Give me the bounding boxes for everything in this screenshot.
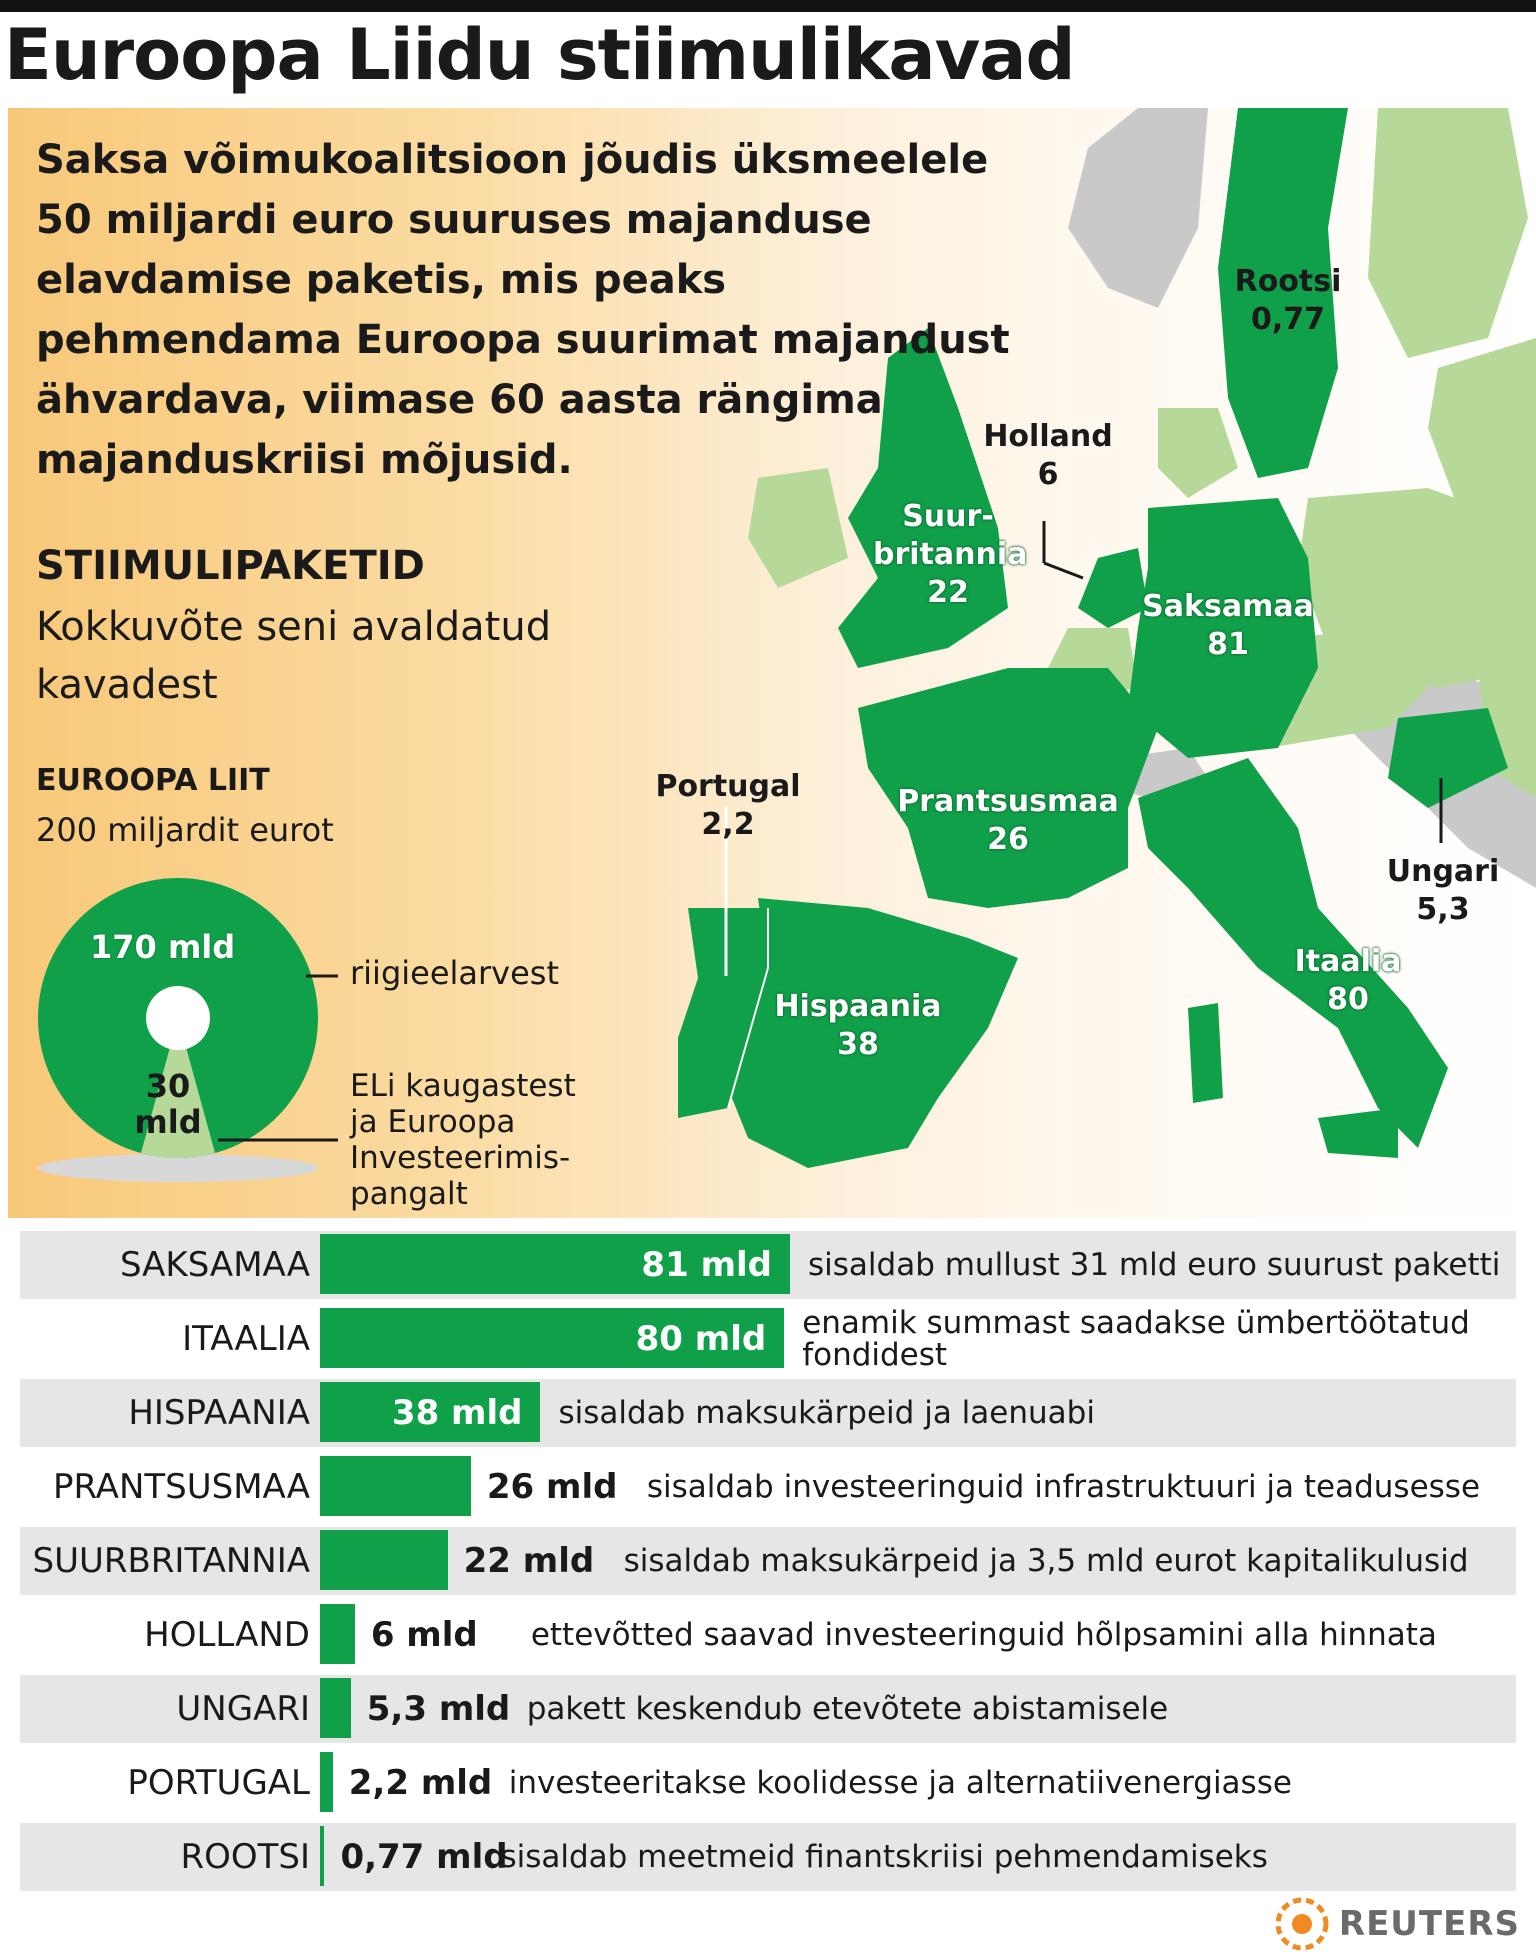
bar-category-label: HOLLAND	[144, 1615, 310, 1655]
table-row	[20, 1820, 1516, 1894]
eu-slice-desc-30: ELi kaugastest ja Euroopa Investeerimis-pangalt	[350, 1068, 576, 1212]
bar-category-label: PORTUGAL	[127, 1763, 310, 1803]
map-label-rootsi: Rootsi 0,77	[1234, 264, 1342, 337]
norway-land	[1068, 108, 1208, 308]
source-logo	[1275, 1897, 1520, 1951]
bar	[320, 1826, 324, 1886]
holland-leader-2	[1044, 563, 1083, 578]
map-label-ungari: Ungari 5,3	[1386, 854, 1500, 927]
bar-note: investeeritakse koolidesse ja alternatiivenergiasse	[508, 1765, 1292, 1801]
sardinia-land	[1188, 1003, 1223, 1103]
eu-pie-hole	[146, 986, 210, 1050]
bar-category-label: HISPAANIA	[128, 1393, 310, 1433]
map-label-holland: Holland 6	[983, 419, 1113, 492]
bar	[320, 1678, 351, 1738]
bar-category-label: ITAALIA	[182, 1319, 310, 1359]
bar-value-label: 38 mld	[391, 1393, 523, 1433]
map-label-suurbritannia: Suur-britannia 22	[873, 499, 1028, 610]
top-rule	[0, 0, 1536, 12]
eu-slice-label-170: 170 mld	[90, 928, 236, 966]
map-label-itaalia: Itaalia 80	[1294, 944, 1402, 1017]
table-row	[20, 1746, 1516, 1820]
bar-category-label: PRANTSUSMAA	[52, 1467, 310, 1507]
eu-slice-label-30: 30 mld	[134, 1067, 202, 1141]
eu-total: 200 miljardit eurot	[36, 811, 334, 849]
bar	[320, 1752, 333, 1812]
bar-note: pakett keskendub etevõtete abistamisele	[526, 1691, 1169, 1727]
bar	[320, 1456, 471, 1516]
bar-value-label: 0,77 mld	[340, 1837, 508, 1877]
eu-heading: EUROOPA LIIT	[36, 763, 270, 798]
bar	[320, 1604, 355, 1664]
bar-note: sisaldab investeeringuid infrastruktuuri ja teadusesse	[646, 1469, 1481, 1505]
eu-slice-desc-170: riigieelarvest	[350, 954, 560, 992]
map-label-portugal: Portugal 2,2	[655, 769, 801, 842]
table-row	[20, 1598, 1516, 1672]
bar-note: sisaldab mullust 31 mld euro suurust paketti	[808, 1247, 1501, 1283]
table-row	[20, 1376, 1516, 1450]
bar-note: enamik summast saadakse ümbertöötatud fondidest	[802, 1305, 1470, 1373]
stimulus-subheading: Kokkuvõte seni avaldatud kavadest	[36, 604, 552, 708]
page-title: Euroopa Liidu stiimulikavad	[4, 14, 1075, 96]
map-panel	[8, 108, 1536, 1218]
bar-value-label: 80 mld	[635, 1319, 767, 1359]
table-row	[20, 1450, 1516, 1524]
finland-land	[1368, 108, 1528, 358]
bar-value-label: 81 mld	[641, 1245, 772, 1285]
stimulus-bar-chart	[20, 1228, 1516, 1894]
bar-category-label: ROOTSI	[180, 1837, 310, 1877]
table-row	[20, 1524, 1516, 1598]
bar	[320, 1530, 448, 1590]
eu-pie-shadow	[38, 1154, 318, 1182]
sicily-land	[1318, 1108, 1398, 1158]
bar-value-label: 2,2 mld	[348, 1763, 493, 1803]
bar-note: sisaldab meetmeid finantskriisi pehmendamiseks	[500, 1839, 1268, 1875]
bar-note: sisaldab maksukärpeid ja laenuabi	[558, 1395, 1095, 1431]
bar-note: sisaldab maksukärpeid ja 3,5 mld eurot kapitalikulusid	[623, 1543, 1469, 1579]
bar-category-label: UNGARI	[176, 1689, 310, 1729]
map-label-hispaania: Hispaania 38	[774, 989, 942, 1062]
bar-value-label: 5,3 mld	[366, 1689, 511, 1729]
bar-category-label: SUURBRITANNIA	[32, 1541, 310, 1581]
bar-value-label: 26 mld	[486, 1467, 618, 1507]
table-row	[20, 1228, 1516, 1302]
intro-text: Saksa võimukoalitsioon jõudis üksmeelele 50 miljardi euro suuruses majanduse elavdamise paketis, mis peaks pehmendama Euroopa suurimat majandust ähvardava, viimase 60 aasta rängima majanduskriisi mõjusid.	[36, 137, 1010, 483]
bar-note: ettevõtted saavad investeeringuid hõlpsamini alla hinnata	[530, 1617, 1437, 1653]
stimulus-heading: STIIMULIPAKETID	[36, 543, 425, 589]
reuters-logo-icon	[1275, 1897, 1329, 1951]
source-text: REUTERS	[1338, 1904, 1520, 1944]
table-row	[20, 1302, 1516, 1376]
map-label-prantsusmaa: Prantsusmaa 26	[897, 784, 1119, 857]
map-label-saksamaa: Saksamaa 81	[1142, 589, 1314, 662]
table-row	[20, 1672, 1516, 1746]
bar-value-label: 22 mld	[463, 1541, 595, 1581]
bar-value-label: 6 mld	[370, 1615, 478, 1655]
bar-category-label: SAKSAMAA	[119, 1245, 310, 1285]
denmark-land	[1158, 408, 1238, 498]
